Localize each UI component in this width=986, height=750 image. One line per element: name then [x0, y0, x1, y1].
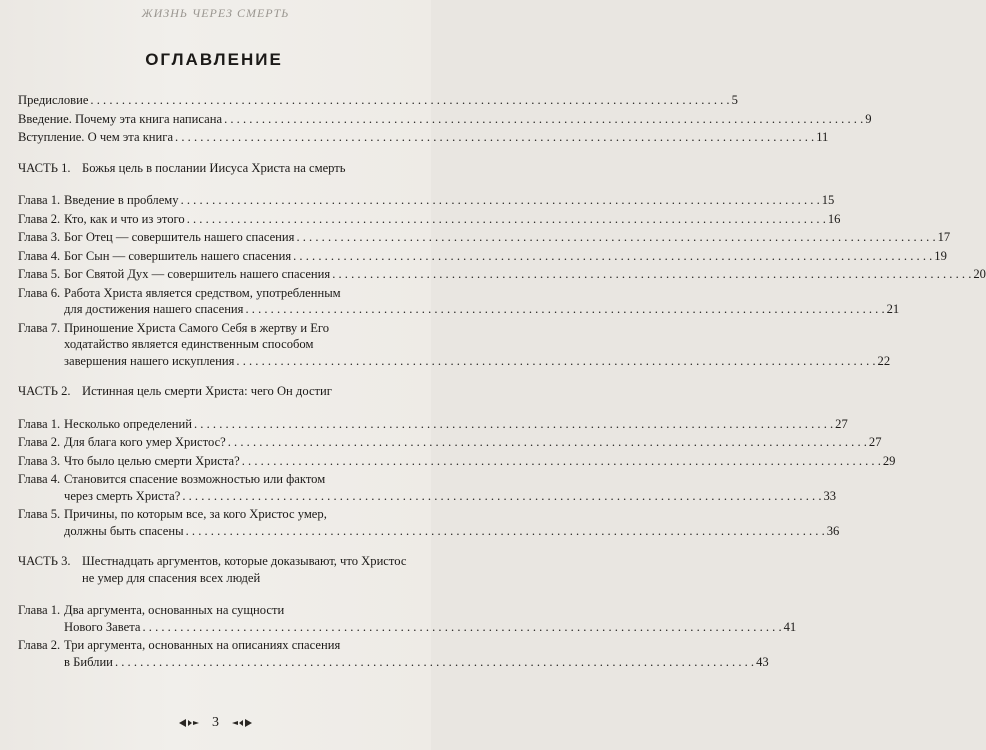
chapter-label: Глава 3.	[18, 453, 61, 468]
part-label: ЧАСТЬ 2.	[18, 384, 71, 398]
page-ref: 19	[934, 248, 947, 263]
entry-line: через смерть Христа?	[64, 488, 181, 503]
entry-text	[64, 453, 895, 470]
page-ref: 41	[783, 619, 797, 634]
entry-text	[64, 266, 986, 283]
toc-chapter-entry	[18, 211, 841, 228]
toc-chapter-entry	[18, 192, 835, 209]
toc-chapter-entry	[18, 285, 900, 318]
entry-line: Что было целью смерти Христа?	[64, 453, 240, 468]
part-heading	[18, 553, 410, 586]
entry-line: Кто, как и что из этого	[64, 211, 185, 226]
toc-chapter-entry	[18, 416, 848, 433]
entry-line: Нового Завета	[64, 619, 141, 634]
dot-leader	[236, 353, 875, 370]
toc-front-entry	[18, 92, 738, 109]
chapter-label: Глава 2.	[18, 211, 61, 226]
page-ref: 15	[821, 193, 835, 207]
dot-leader	[293, 248, 932, 265]
entry-line: Причины, по которым все, за кого Христос умер,	[64, 507, 327, 521]
entry-line: завершения нашего искупления	[64, 353, 235, 368]
dot-leader	[142, 619, 781, 636]
ornament-right-icon	[231, 718, 253, 728]
page-number: 3	[212, 715, 219, 730]
entry-text	[18, 111, 872, 128]
dot-leader	[245, 301, 884, 318]
entry-text	[64, 637, 769, 670]
dot-leader	[332, 266, 971, 283]
dot-leader	[182, 488, 821, 505]
entry-line: Два аргумента, основанных на сущности	[64, 603, 285, 617]
entry-line: должны быть спасены	[64, 523, 184, 538]
chapter-label: Глава 4.	[18, 472, 61, 486]
page-ref: 9	[865, 111, 872, 126]
dot-leader	[228, 434, 867, 451]
chapter-label: Глава 5.	[18, 267, 61, 281]
part-label: ЧАСТЬ 1.	[18, 160, 71, 175]
entry-text	[18, 92, 738, 109]
entry-line: Бог Сын — совершитель нашего спасения	[64, 248, 292, 263]
entry-line: Предисловие	[18, 93, 89, 107]
entry-line: в Библии	[64, 654, 113, 669]
toc-chapter-entry	[18, 453, 896, 470]
chapter-label: Глава 1.	[18, 416, 61, 431]
dot-leader	[115, 654, 754, 671]
chapter-label: Глава 6.	[18, 285, 61, 300]
entry-line: Введение в проблему	[64, 193, 179, 207]
page-ref: 36	[826, 523, 840, 538]
page-ref: 16	[827, 211, 841, 226]
page-ref: 21	[886, 302, 900, 316]
dot-leader	[175, 129, 814, 146]
dot-leader	[90, 92, 729, 109]
toc-front-entry	[18, 129, 829, 146]
entry-text	[64, 248, 947, 265]
page-ref: 5	[731, 93, 738, 107]
chapter-label: Глава 5.	[18, 507, 61, 521]
toc-title: ОГЛАВЛЕНИЕ	[145, 50, 283, 69]
toc-front-entry	[18, 111, 872, 128]
page-ref: 43	[756, 654, 769, 669]
dot-leader	[187, 211, 826, 228]
front-matter-list	[18, 92, 872, 146]
page-ref: 11	[816, 130, 829, 144]
entry-text	[64, 229, 950, 246]
page-ref: 33	[823, 488, 837, 503]
entry-line: Для блага кого умер Христос?	[64, 435, 226, 449]
page-ref: 29	[882, 453, 896, 468]
entry-line: Работа Христа является средством, употребленным	[64, 285, 341, 300]
toc-chapter-entry	[18, 434, 882, 451]
chapter-label: Глава 7.	[18, 320, 61, 335]
toc-chapter-entry	[18, 248, 947, 265]
chapter-label: Глава 2.	[18, 638, 61, 652]
page-ref: 20	[973, 267, 986, 281]
toc-chapter-entry	[18, 602, 797, 635]
entry-text	[64, 602, 796, 635]
page-ref: 17	[937, 230, 951, 244]
entry-text	[64, 285, 899, 318]
running-head: ЖИЗНЬ ЧЕРЕЗ СМЕРТЬ	[141, 6, 290, 20]
entry-text	[64, 471, 836, 504]
entry-line: Введение. Почему эта книга написана	[18, 111, 223, 126]
toc-chapter-entry	[18, 637, 769, 670]
entry-text	[64, 416, 848, 433]
toc-chapter-entry	[18, 506, 840, 539]
part-title: Божья цель в послании Иисуса Христа на смерть	[82, 160, 346, 175]
dot-leader	[296, 229, 935, 246]
toc-chapter-entry	[18, 471, 837, 504]
chapter-label: Глава 4.	[18, 248, 61, 263]
entry-line: Приношение Христа Самого Себя в жертву и Его	[64, 320, 330, 335]
entry-line: Бог Святой Дух — совершитель нашего спасения	[64, 267, 331, 281]
entry-text	[64, 506, 839, 539]
toc-chapter-entry	[18, 320, 891, 370]
entry-line: ходатайство является единственным способом	[64, 337, 314, 351]
entry-text	[64, 434, 881, 451]
entry-line: Бог Отец — совершитель нашего спасения	[64, 230, 295, 244]
toc-chapter-entry	[18, 229, 951, 246]
dot-leader	[224, 111, 863, 128]
page-ref: 27	[868, 435, 882, 449]
table-of-contents	[18, 50, 986, 672]
chapter-label: Глава 1.	[18, 603, 61, 617]
dot-leader	[181, 192, 820, 209]
part-title: Шестнадцать аргументов, которые доказывают, что Христос не умер для спасения всех людей	[82, 554, 407, 585]
chapter-label: Глава 2.	[18, 435, 61, 449]
page-ref: 22	[877, 353, 891, 368]
part-title: Истинная цель смерти Христа: чего Он достиг	[82, 384, 332, 398]
part-heading	[18, 160, 410, 177]
chapter-label: Глава 3.	[18, 230, 61, 244]
entry-text	[64, 192, 834, 209]
dot-leader	[186, 523, 825, 540]
entry-line: Три аргумента, основанных на описаниях спасения	[64, 638, 341, 652]
part-heading	[18, 383, 410, 400]
ornament-left-icon	[178, 718, 200, 728]
entry-line: Несколько определений	[64, 416, 192, 431]
dot-leader	[194, 416, 833, 433]
page-ref: 27	[835, 416, 848, 431]
dot-leader	[242, 453, 881, 470]
entry-line: для достижения нашего спасения	[64, 302, 244, 316]
entry-text	[64, 320, 890, 370]
parts-list	[18, 160, 986, 671]
part-label: ЧАСТЬ 3.	[18, 554, 71, 568]
toc-chapter-entry	[18, 266, 986, 283]
entry-text	[64, 211, 840, 228]
page-footer	[0, 715, 431, 731]
entry-line: Вступление. О чем эта книга	[18, 130, 174, 144]
entry-text	[18, 129, 828, 146]
entry-line: Становится спасение возможностью или фактом	[64, 472, 326, 486]
chapter-label: Глава 1.	[18, 193, 61, 207]
